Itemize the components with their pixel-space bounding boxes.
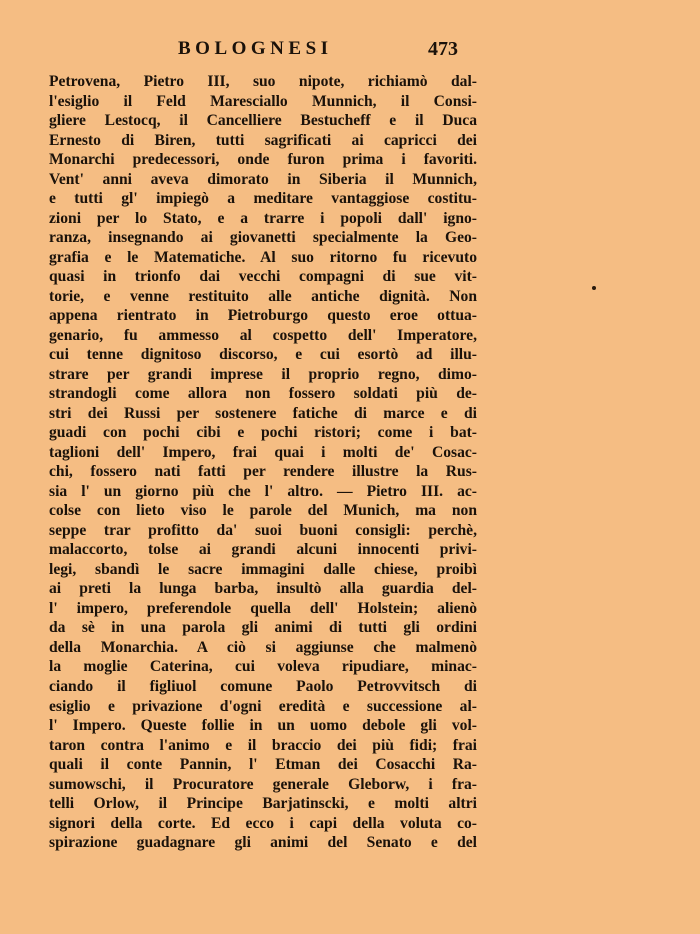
text-line: l'esiglio il Feld Maresciallo Munnich, il Consi- xyxy=(49,92,477,110)
text-line: seppe trar profitto da' suoi buoni consigli: perchè, xyxy=(49,521,477,539)
text-line: legi, sbandì le sacre immagini dalle chiese, proibì xyxy=(49,560,477,578)
text-line: e tutti gl' impiegò a meditare vantaggiose costitu- xyxy=(49,190,477,208)
running-head xyxy=(0,38,700,66)
text-line: l' impero, preferendole quella dell' Holstein; alienò xyxy=(49,599,477,617)
text-line: appena rientrato in Pietroburgo questo eroe ottua- xyxy=(49,307,477,325)
text-line: colse con lieto viso le parole del Munich, ma non xyxy=(49,502,477,520)
text-line: l' Impero. Queste follie in un uomo debole gli vol- xyxy=(49,717,477,735)
text-line: quasi in trionfo dai vecchi compagni di sue vit- xyxy=(49,268,477,286)
text-line: la moglie Caterina, cui voleva ripudiare, minac- xyxy=(49,658,477,676)
text-line: ciando il figliuol comune Paolo Petrovvitsch di xyxy=(49,677,477,695)
page-number: 473 xyxy=(428,38,458,60)
text-line: grafia e le Matematiche. Al suo ritorno fu ricevuto xyxy=(49,248,477,266)
text-line: telli Orlow, il Principe Barjatinscki, e molti altri xyxy=(49,795,477,813)
text-line: gliere Lestocq, il Cancelliere Bestucheff e il Duca xyxy=(49,112,477,130)
text-line: stri dei Russi per sostenere fatiche di marce e di xyxy=(49,404,477,422)
text-line: sia l' un giorno più che l' altro. — Pietro III. ac- xyxy=(49,482,477,500)
text-line: taron contra l'animo e il braccio dei più fidi; frai xyxy=(49,736,477,754)
ink-speck xyxy=(592,286,596,290)
text-line: ranza, insegnando ai giovanetti specialmente la Geo- xyxy=(49,229,477,247)
text-line: Vent' anni aveva dimorato in Siberia il Munnich, xyxy=(49,170,477,188)
text-line: genario, fu ammesso al cospetto dell' Imperatore, xyxy=(49,326,477,344)
text-line: signori della corte. Ed ecco i capi della voluta co- xyxy=(49,814,477,832)
text-line: malaccorto, tolse ai grandi alcuni innocenti privi- xyxy=(49,541,477,559)
text-line: Monarchi predecessori, onde furon prima i favoriti. xyxy=(49,151,477,169)
text-line: torie, e venne restituito alle antiche dignità. Non xyxy=(49,287,477,305)
text-line: zioni per lo Stato, e a trarre i popoli dall' igno- xyxy=(49,209,477,227)
text-line: ai preti la lunga barba, insultò alla guardia del- xyxy=(49,580,477,598)
text-line: Petrovena, Pietro III, suo nipote, richiamò dal- xyxy=(49,73,477,90)
text-line: strare per grandi imprese il proprio regno, dimo- xyxy=(49,365,477,383)
text-line: guadi con pochi cibi e pochi ristori; come i bat- xyxy=(49,424,477,442)
text-line: chi, fossero nati fatti per rendere illustre la Rus- xyxy=(49,463,477,481)
text-line: esiglio e privazione d'ogni eredità e successione al- xyxy=(49,697,477,715)
text-line: spirazione guadagnare gli animi del Senato e del xyxy=(49,834,477,852)
running-title: BOLOGNESI xyxy=(178,38,333,59)
text-line: della Monarchia. A ciò si aggiunse che malmenò xyxy=(49,638,477,656)
text-line: strandogli come allora non fossero soldati più de- xyxy=(49,385,477,403)
text-line: cui tenne dignitoso discorso, e cui esortò ad illu- xyxy=(49,346,477,364)
text-line: da sè in una parola gli animi di tutti gli ordini xyxy=(49,619,477,637)
text-line: quali il conte Pannin, l' Etman dei Cosacchi Ra- xyxy=(49,756,477,774)
text-line: Ernesto di Biren, tutti sagrificati ai capricci dei xyxy=(49,131,477,149)
text-line: sumowschi, il Procuratore generale Gleborw, i fra- xyxy=(49,775,477,793)
body-text xyxy=(49,72,477,853)
text-line: taglioni dell' Impero, frai quai i molti de' Cosac- xyxy=(49,443,477,461)
